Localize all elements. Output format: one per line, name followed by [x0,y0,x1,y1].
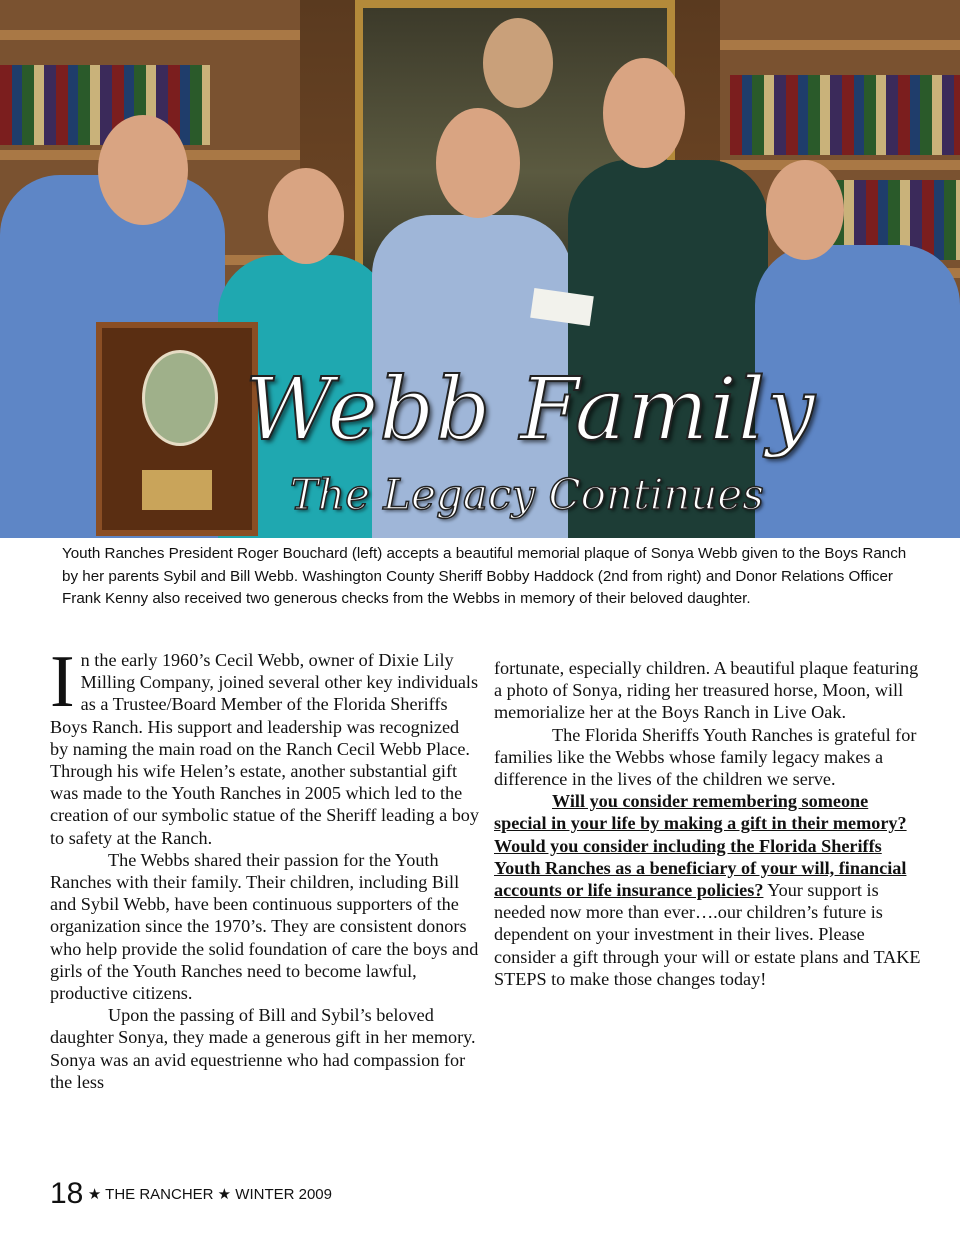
memorial-plaque [96,322,258,536]
appeal-paragraph [494,790,924,990]
drop-cap: I [50,641,75,723]
plaque-nameplate [142,470,212,510]
photo-caption: Youth Ranches President Roger Bouchard (left) accepts a beautiful memorial plaque of Sonya Webb given to the Boys Ranch by her parents Sybil and Bill Webb. Washington County Sheriff Bobby Haddock (2nd from right) and Donor Relations Officer Frank Kenny also received two generous checks from the Webbs in memory of their beloved daughter. [62,545,907,607]
paragraph-3-continued: fortunate, especially children. A beautiful plaque featuring a photo of Sonya, riding her treasured horse, Moon, will memorialize her at the Boys Ranch in Live Oak. [494,658,919,723]
paragraph-1 [50,641,480,849]
masthead: ★ THE RANCHER ★ WINTER 2009 [87,1186,332,1203]
article-column-left [50,641,480,1093]
article-subtitle: The Legacy Continues [290,470,764,519]
appeal-bold-text: Will you consider remembering someone special in your life by making a gift in their memory? Would you consider including the Florida Sheriffs Youth Ranches as a beneficiary of your will, financial accounts or life insurance policies? [494,791,907,901]
page-number: 18 [50,1177,84,1210]
article-column-right [494,657,924,990]
page-footer [50,1177,332,1211]
paragraph-2: The Webbs shared their passion for the Youth Ranches with their family. Their children, including Bill and Sybil Webb, have been continuous supporters of the organization since the 1970’s. They are consistent donors who help provide the solid foundation of care the boys and girls of the Youth Ranches need to become lawful, productive citizens. [50,849,479,1004]
paragraph-1-text: n the early 1960’s Cecil Webb, owner of Dixie Lily Milling Company, joined several other key individuals as a Trustee/Board Member of the Florida Sheriffs Boys Ranch. His support and leadership was recognized by naming the main road on the Ranch Cecil Webb Place. Through his wife Helen’s estate, another substantial gift was made to the Youth Ranches in 2005 which led to the creation of our symbolic statue of the Sheriff leading a boy to safety at the Ranch. [50,650,479,848]
header-photo [0,0,960,538]
appeal-text: Your support is needed now more than ever….our children’s future is dependent on your investment in their lives. Please consider a gift through your will or estate plans and TAKE STEPS to make those changes today! [494,880,921,989]
plaque-photo [142,350,218,446]
paragraph-3: Upon the passing of Bill and Sybil’s beloved daughter Sonya, they made a generous gift in her memory. Sonya was an avid equestrienne who had compassion for the less [50,1005,476,1092]
article-title: Webb Family [245,360,816,460]
paragraph-4: The Florida Sheriffs Youth Ranches is grateful for families like the Webbs whose family legacy makes a difference in the lives of the children we serve. [494,724,917,790]
